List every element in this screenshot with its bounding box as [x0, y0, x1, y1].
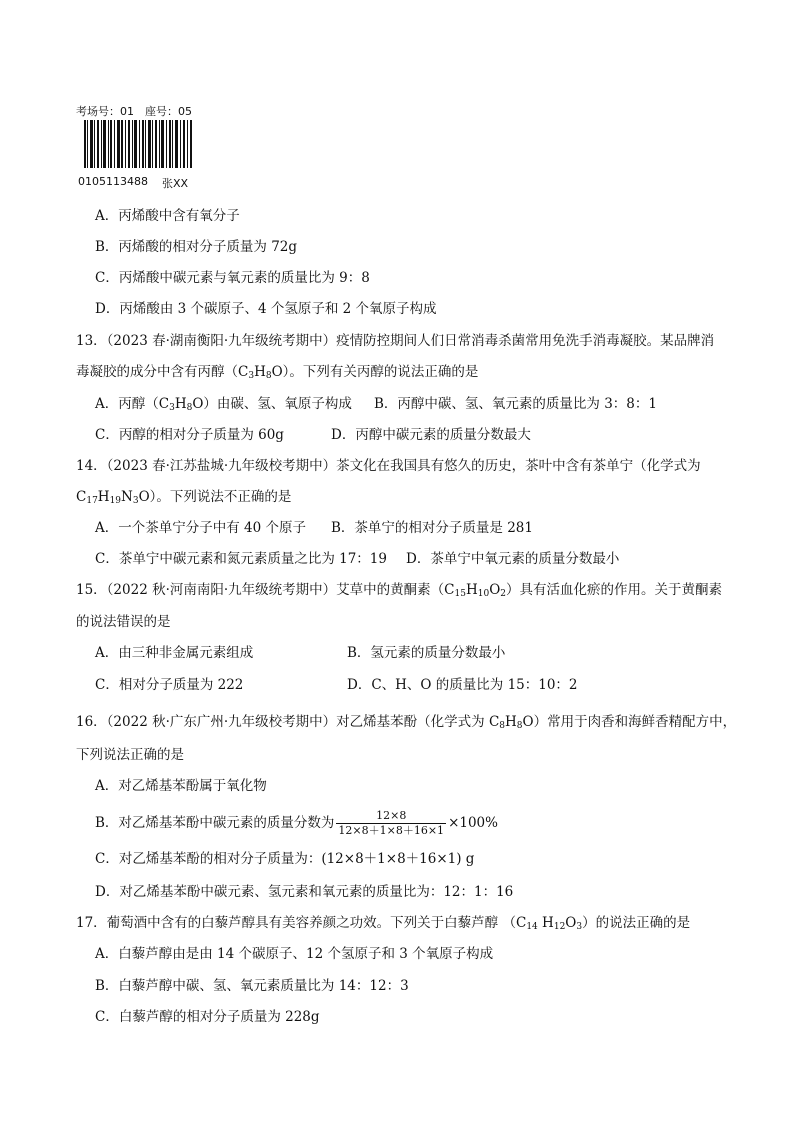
- q17-stem: 17．葡萄酒中含有的白藜芦醇具有美容养颜之功效。下列关于白藜芦醇 （$C_{14}$ $H_{12}O_3$）的说法正确的是: [76, 915, 691, 932]
- q12-option-d: D．丙烯酸由 3 个碳原子、4 个氢原子和 2 个氧原子构成: [95, 301, 437, 317]
- q15-option-d: D．C、H、O 的质量比为 15：10：2: [347, 677, 578, 693]
- q14-option-c: C．茶单宁中碳元素和氮元素质量之比为 17：19: [95, 551, 387, 567]
- q13-option-b: B．丙醇中碳、氢、氧元素的质量比为 3：8：1: [374, 396, 657, 412]
- q14-stem-line1: 14．（2023 春·江苏盐城·九年级校考期中）茶文化在我国具有悠久的历史，茶叶中含有茶单宁（化学式为: [76, 458, 701, 474]
- q16-option-c: C．对乙烯基苯酚的相对分子质量为：(12×8＋1×8＋16×1) g: [95, 851, 475, 867]
- q17-option-c: C．白藜芦醇的相对分子质量为 228g: [95, 1009, 320, 1025]
- q17-option-b: B．白藜芦醇中碳、氢、氧元素质量比为 14：12：3: [95, 978, 409, 994]
- q13-stem-line1: 13．（2023 春·湖南衡阳·九年级统考期中）疫情防控期间人们日常消毒杀菌常用免洗手消毒凝胶。某品牌消: [76, 333, 715, 349]
- q13-stem-line2: 毒凝胶的成分中含有丙醇$(C_3H_8O)$。下列有关丙醇的说法正确的是: [76, 364, 479, 381]
- q16-option-a: A．对乙烯基苯酚属于氧化物: [95, 778, 267, 794]
- barcode: [84, 120, 192, 168]
- q13-option-c: C．丙醇的相对分子质量为 60g: [95, 427, 284, 443]
- q16-stem-line2: 下列说法正确的是: [76, 747, 184, 763]
- q14-stem-line2: $C_{17}H_{19}N_3O$）。下列说法不正确的是: [76, 489, 292, 506]
- q14-option-a: A．一个茶单宁分子中有 40 个原子: [95, 520, 307, 536]
- q16-option-d: D．对乙烯基苯酚中碳元素、氢元素和氧元素的质量比为：12：1：16: [95, 884, 514, 900]
- q12-option-a: A．丙烯酸中含有氧分子: [95, 208, 240, 224]
- q13-option-a: A．丙醇$(C_3H_8O)$由碳、氢、氧原子构成: [95, 396, 352, 413]
- q14-option-d: D．茶单宁中氧元素的质量分数最小: [406, 551, 620, 567]
- student-name: 张XX: [162, 177, 189, 190]
- q15-option-a: A．由三种非金属元素组成: [95, 645, 254, 661]
- exam-seat-info: 考场号：01 座号：05: [76, 105, 192, 118]
- q15-option-c: C．相对分子质量为 222: [95, 677, 244, 693]
- q16-stem-line1: 16．（2022 秋·广东广州·九年级校考期中）对乙烯基苯酚（化学式为 $C_8H_8O$）常用于肉香和海鲜香精配方中，: [76, 714, 737, 731]
- q14-option-b: B．茶单宁的相对分子质量是 281: [331, 520, 533, 536]
- barcode-number: 0105113488: [78, 175, 148, 188]
- q15-stem-line2: 的说法错误的是: [76, 614, 171, 630]
- q12-option-b: B．丙烯酸的相对分子质量为 72g: [95, 239, 298, 255]
- q16-option-b: B．对乙烯基苯酚中碳元素的质量分数为 $\frac{12\times 8}{12\times 8+1\times 8+16\times 1}$ ×100%: [95, 809, 498, 837]
- q12-option-c: C．丙烯酸中碳元素与氧元素的质量比为 9：8: [95, 270, 370, 286]
- q15-option-b: B．氢元素的质量分数最小: [347, 645, 506, 661]
- q17-option-a: A．白藜芦醇由是由 14 个碳原子、12 个氢原子和 3 个氧原子构成: [95, 946, 494, 962]
- mass-fraction-formula: $\frac{12\times 8}{12\times 8+1\times 8+16\times 1}$: [338, 809, 445, 837]
- q13-option-d: D．丙醇中碳元素的质量分数最大: [331, 427, 531, 443]
- q15-stem-line1: 15．（2022 秋·河南南阳·九年级统考期中）艾草中的黄酮素$(C_{15}H_{10}O_2)$具有活血化瘀的作用。关于黄酮素: [76, 582, 722, 599]
